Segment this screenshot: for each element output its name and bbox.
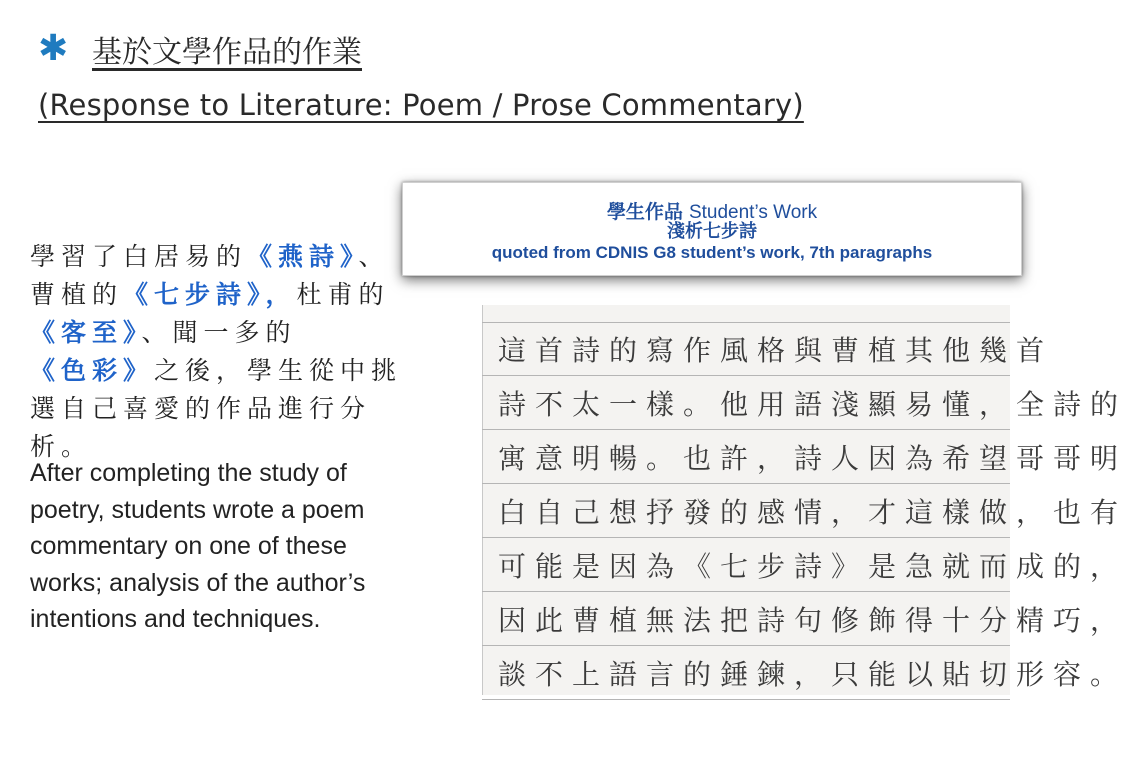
handwriting-line: 談不上語言的錘鍊，只能以貼切形容。 [482, 647, 1010, 700]
handwriting-line: 可能是因為《七步詩》是急就而成的， [482, 539, 1010, 592]
slide-title-row [38, 24, 362, 74]
description-text: 、聞一多的 [141, 318, 297, 347]
handwriting-line: 這首詩的寫作風格與曹植其他幾首 [482, 323, 1010, 376]
description-text: 喜愛的作品進行分析。 [30, 394, 372, 461]
poem-title-highlight: 《七步詩》， [123, 280, 297, 309]
slide-title: 基於文學作品的作業 [92, 35, 362, 70]
poem-title-highlight: 《燕詩》 [247, 242, 359, 271]
poem-title-highlight: 《客至》 [30, 318, 142, 347]
work-title: 淺析七步詩 [667, 221, 757, 242]
handwritten-work-image [412, 305, 1127, 695]
description-text: 杜甫的 [296, 280, 390, 309]
description-text: 曹植的 [30, 280, 124, 309]
description-text: 學習了白居易的 [30, 242, 248, 271]
asterisk-icon: ✱ [38, 28, 69, 69]
caption-label-en: Student’s Work [688, 202, 818, 223]
handwriting-line: 白自己想抒發的感情，才這樣做，也有 [482, 485, 1010, 538]
caption-label-zh: 學生作品 [606, 201, 683, 223]
description-text: 之後，學生從中挑選自己 [30, 356, 403, 423]
student-work-caption-card [402, 182, 1022, 276]
slide-subtitle: (Response to Literature: Poem / Prose Commentary) [38, 88, 804, 122]
english-description: After completing the study of poetry, students wrote a poem commentary on one of these works; analysis of the author’s intentions and techniques. [30, 459, 366, 633]
work-source: quoted from CDNIS G8 student’s work, 7th paragraphs [491, 243, 933, 262]
handwriting-line: 詩不太一樣。他用語淺顯易懂，全詩的 [482, 377, 1010, 430]
margin-column [412, 305, 483, 695]
poem-title-highlight: 《色彩》 [30, 356, 155, 385]
description-text: 、 [358, 242, 390, 271]
handwriting-line: 寓意明暢。也許，詩人因為希望哥哥明 [482, 431, 1010, 484]
handwriting-line: 因此曹植無法把詩句修飾得十分精巧， [482, 593, 1010, 646]
chinese-description [30, 238, 415, 461]
